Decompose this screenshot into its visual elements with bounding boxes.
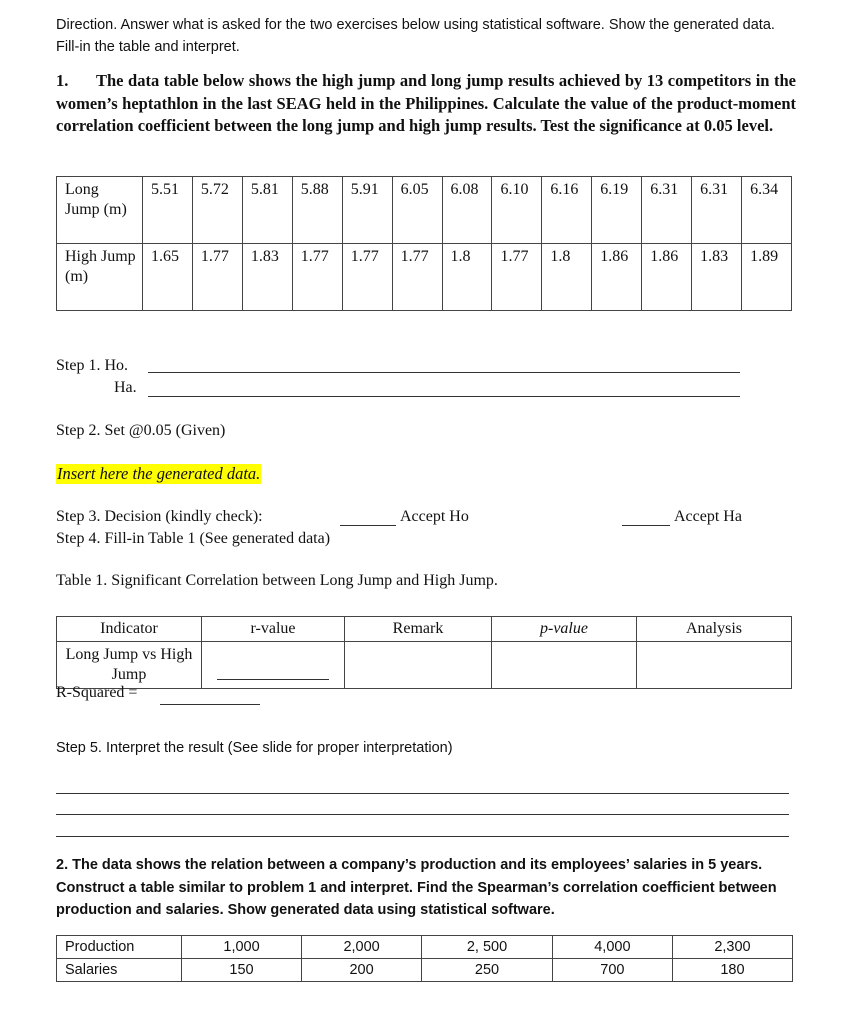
ho-answer-line[interactable] (148, 372, 740, 373)
table-cell: 250 (422, 959, 553, 982)
table-cell: 1.86 (642, 244, 692, 311)
accept-ha-check-line[interactable] (622, 525, 670, 526)
r-squared (56, 684, 137, 702)
table-cell: 1.77 (492, 244, 542, 311)
table-cell: 1.77 (192, 244, 242, 311)
table-cell: 2, 500 (422, 936, 553, 959)
direction-text: Direction. Answer what is asked for the two exercises below using statistical software. Show the generated data. Fill-in the table and interpret. (56, 17, 775, 55)
table-cell: 1.77 (342, 244, 392, 311)
table-cell: 1.83 (242, 244, 292, 311)
table-cell: 6.19 (592, 177, 642, 244)
step-1-ho-label: Step 1. Ho. (56, 357, 128, 374)
r-squared-label: R-Squared = (56, 684, 138, 701)
step-1-ha-label: Ha. (114, 379, 137, 396)
table-row (57, 642, 792, 689)
table-row (57, 177, 792, 244)
indicator-cell: Long Jump vs High Jump (57, 642, 202, 689)
header-r-value: r-value (202, 617, 345, 642)
table-header-row (57, 617, 792, 642)
table-cell: 5.91 (342, 177, 392, 244)
step-1-ha (114, 379, 137, 397)
step-3: Step 3. Decision (kindly check): (56, 508, 263, 525)
table-cell: 1.65 (143, 244, 193, 311)
table-cell: 1.86 (592, 244, 642, 311)
production-salaries-table (56, 935, 793, 982)
question-1 (56, 70, 796, 138)
question-2: 2. The data shows the relation between a company’s production and its employees’ salaries in 5 years. Construct a table similar to problem 1 and interpret. Find the Spearman’s correlation coefficient between production and salaries. Show generated data using statistical software. (56, 857, 777, 918)
analysis-cell[interactable] (637, 642, 792, 689)
table-cell: 1.77 (292, 244, 342, 311)
table-cell: 6.08 (442, 177, 492, 244)
header-analysis: Analysis (637, 617, 792, 642)
significant-correlation-table (56, 616, 792, 689)
question-1-text: The data table below shows the high jump and long jump results achieved by 13 competitors in the women’s heptathlon in the last SEAG held in the Philippines. Calculate the value of the product-moment correlation coefficient between the long jump and high jump results. Test the significance at 0.05 level. (56, 71, 796, 135)
table-cell: 6.05 (392, 177, 442, 244)
table-cell: 1.89 (742, 244, 792, 311)
row-label-long-jump: Long Jump (m) (57, 177, 143, 244)
table-cell: 180 (672, 959, 792, 982)
table-row (57, 936, 793, 959)
table-cell: 2,300 (672, 936, 792, 959)
insert-generated-data-highlight: Insert here the generated data. (57, 464, 261, 483)
table-cell: 5.81 (242, 177, 292, 244)
table-cell: 5.72 (192, 177, 242, 244)
table-cell: 150 (182, 959, 302, 982)
table-cell: 1.8 (442, 244, 492, 311)
table-cell: 1.8 (542, 244, 592, 311)
table-cell: 5.51 (143, 177, 193, 244)
table-cell: 5.88 (292, 177, 342, 244)
row-label-high-jump: High Jump (m) (57, 244, 143, 311)
table-cell: 700 (552, 959, 672, 982)
header-indicator: Indicator (57, 617, 202, 642)
table-cell: 1,000 (182, 936, 302, 959)
accept-ho-check-line[interactable] (340, 525, 396, 526)
accept-ha-label: Accept Ha (674, 508, 742, 525)
table-row (57, 244, 792, 311)
interpretation-line-2[interactable] (56, 814, 789, 815)
header-remark: Remark (345, 617, 492, 642)
step-2: Step 2. Set @0.05 (Given) (56, 422, 226, 439)
r-value-cell[interactable] (202, 642, 345, 689)
remark-cell[interactable] (345, 642, 492, 689)
table-row (57, 959, 793, 982)
step-1-ho (56, 357, 128, 375)
table-cell: 200 (302, 959, 422, 982)
table-cell: 2,000 (302, 936, 422, 959)
table-cell: 6.31 (692, 177, 742, 244)
table-cell: 4,000 (552, 936, 672, 959)
row-label-production: Production (57, 936, 182, 959)
step-4: Step 4. Fill-in Table 1 (See generated data) (56, 530, 331, 547)
table-cell: 1.83 (692, 244, 742, 311)
table-1-caption: Table 1. Significant Correlation between Long Jump and High Jump. (56, 572, 498, 589)
table-cell: 6.34 (742, 177, 792, 244)
interpretation-line-3[interactable] (56, 836, 789, 837)
row-label-salaries: Salaries (57, 959, 182, 982)
jump-data-table (56, 176, 792, 311)
table-cell: 6.10 (492, 177, 542, 244)
question-1-number: 1. (56, 71, 69, 90)
accept-ho-label: Accept Ho (400, 508, 469, 525)
p-value-cell[interactable] (492, 642, 637, 689)
ha-answer-line[interactable] (148, 396, 740, 397)
table-cell: 6.16 (542, 177, 592, 244)
r-value-blank[interactable] (217, 679, 329, 680)
header-p-value: p-value (492, 617, 637, 642)
r-squared-line[interactable] (160, 704, 260, 705)
table-cell: 1.77 (392, 244, 442, 311)
table-cell: 6.31 (642, 177, 692, 244)
step-5: Step 5. Interpret the result (See slide for proper interpretation) (56, 740, 453, 756)
interpretation-line-1[interactable] (56, 793, 789, 794)
